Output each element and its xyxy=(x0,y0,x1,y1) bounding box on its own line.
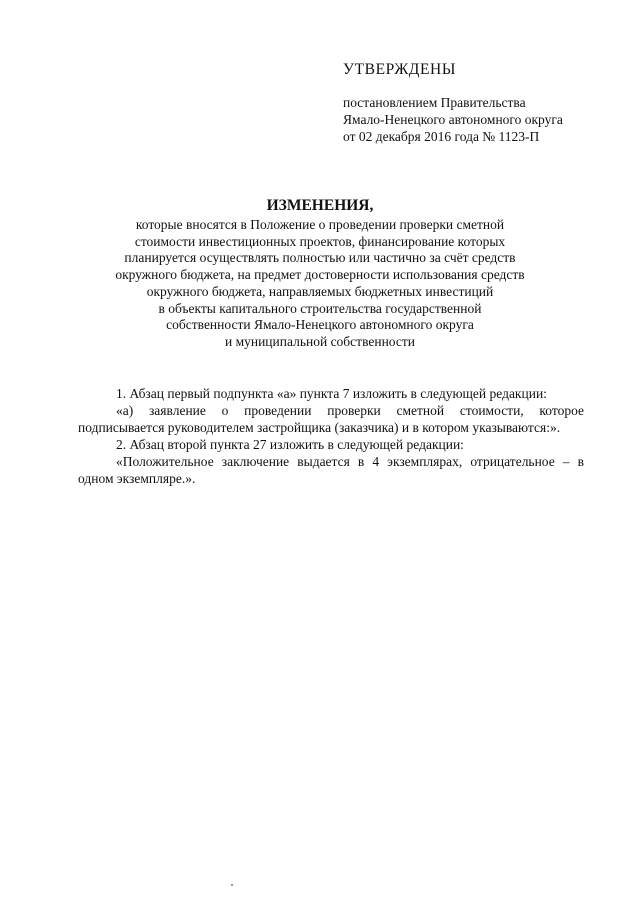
heading-title: ИЗМЕНЕНИЯ, xyxy=(266,197,374,214)
approval-line: Ямало-Ненецкого автономного округа xyxy=(343,112,563,127)
heading-line: и муниципальной собственности xyxy=(224,333,416,349)
document-body xyxy=(78,385,584,487)
body-paragraph: 2. Абзац второй пункта 27 изложить в следующей редакции: xyxy=(116,437,464,452)
heading-line: в объекты капитального строительства государственной xyxy=(158,300,482,316)
heading-line: которые вносятся в Положение о проведении проверки сметной xyxy=(135,217,505,232)
approval-line: постановлением Правительства xyxy=(343,95,526,110)
heading-line: планируется осуществлять полностью или частично за счёт средств xyxy=(124,250,516,266)
heading-line: собственности Ямало-Ненецкого автономного округа xyxy=(166,317,474,333)
body-paragraph: «Положительное заключение выдается в 4 экземплярах, отрицательное – в одном экземпляре.». xyxy=(78,454,584,486)
approval-title: УТВЕРЖДЕНЫ xyxy=(343,61,456,78)
approval-block xyxy=(343,60,623,145)
body-paragraph: «а) заявление о проведении проверки сметной стоимости, которое подписывается руководителем застройщика (заказчика) и в котором указываются:». xyxy=(78,403,584,435)
body-paragraph: 1. Абзац первый подпункта «а» пункта 7 изложить в следующей редакции: xyxy=(116,386,547,401)
document-heading xyxy=(60,196,580,351)
heading-line: окружного бюджета, направляемых бюджетных инвестиций xyxy=(146,283,494,299)
heading-line: стоимости инвестиционных проектов, финансирование которых xyxy=(134,233,506,249)
heading-line: окружного бюджета, на предмет достоверности использования средств xyxy=(115,267,525,283)
scan-speck xyxy=(231,884,233,886)
approval-line: от 02 декабря 2016 года № 1123-П xyxy=(343,129,540,144)
